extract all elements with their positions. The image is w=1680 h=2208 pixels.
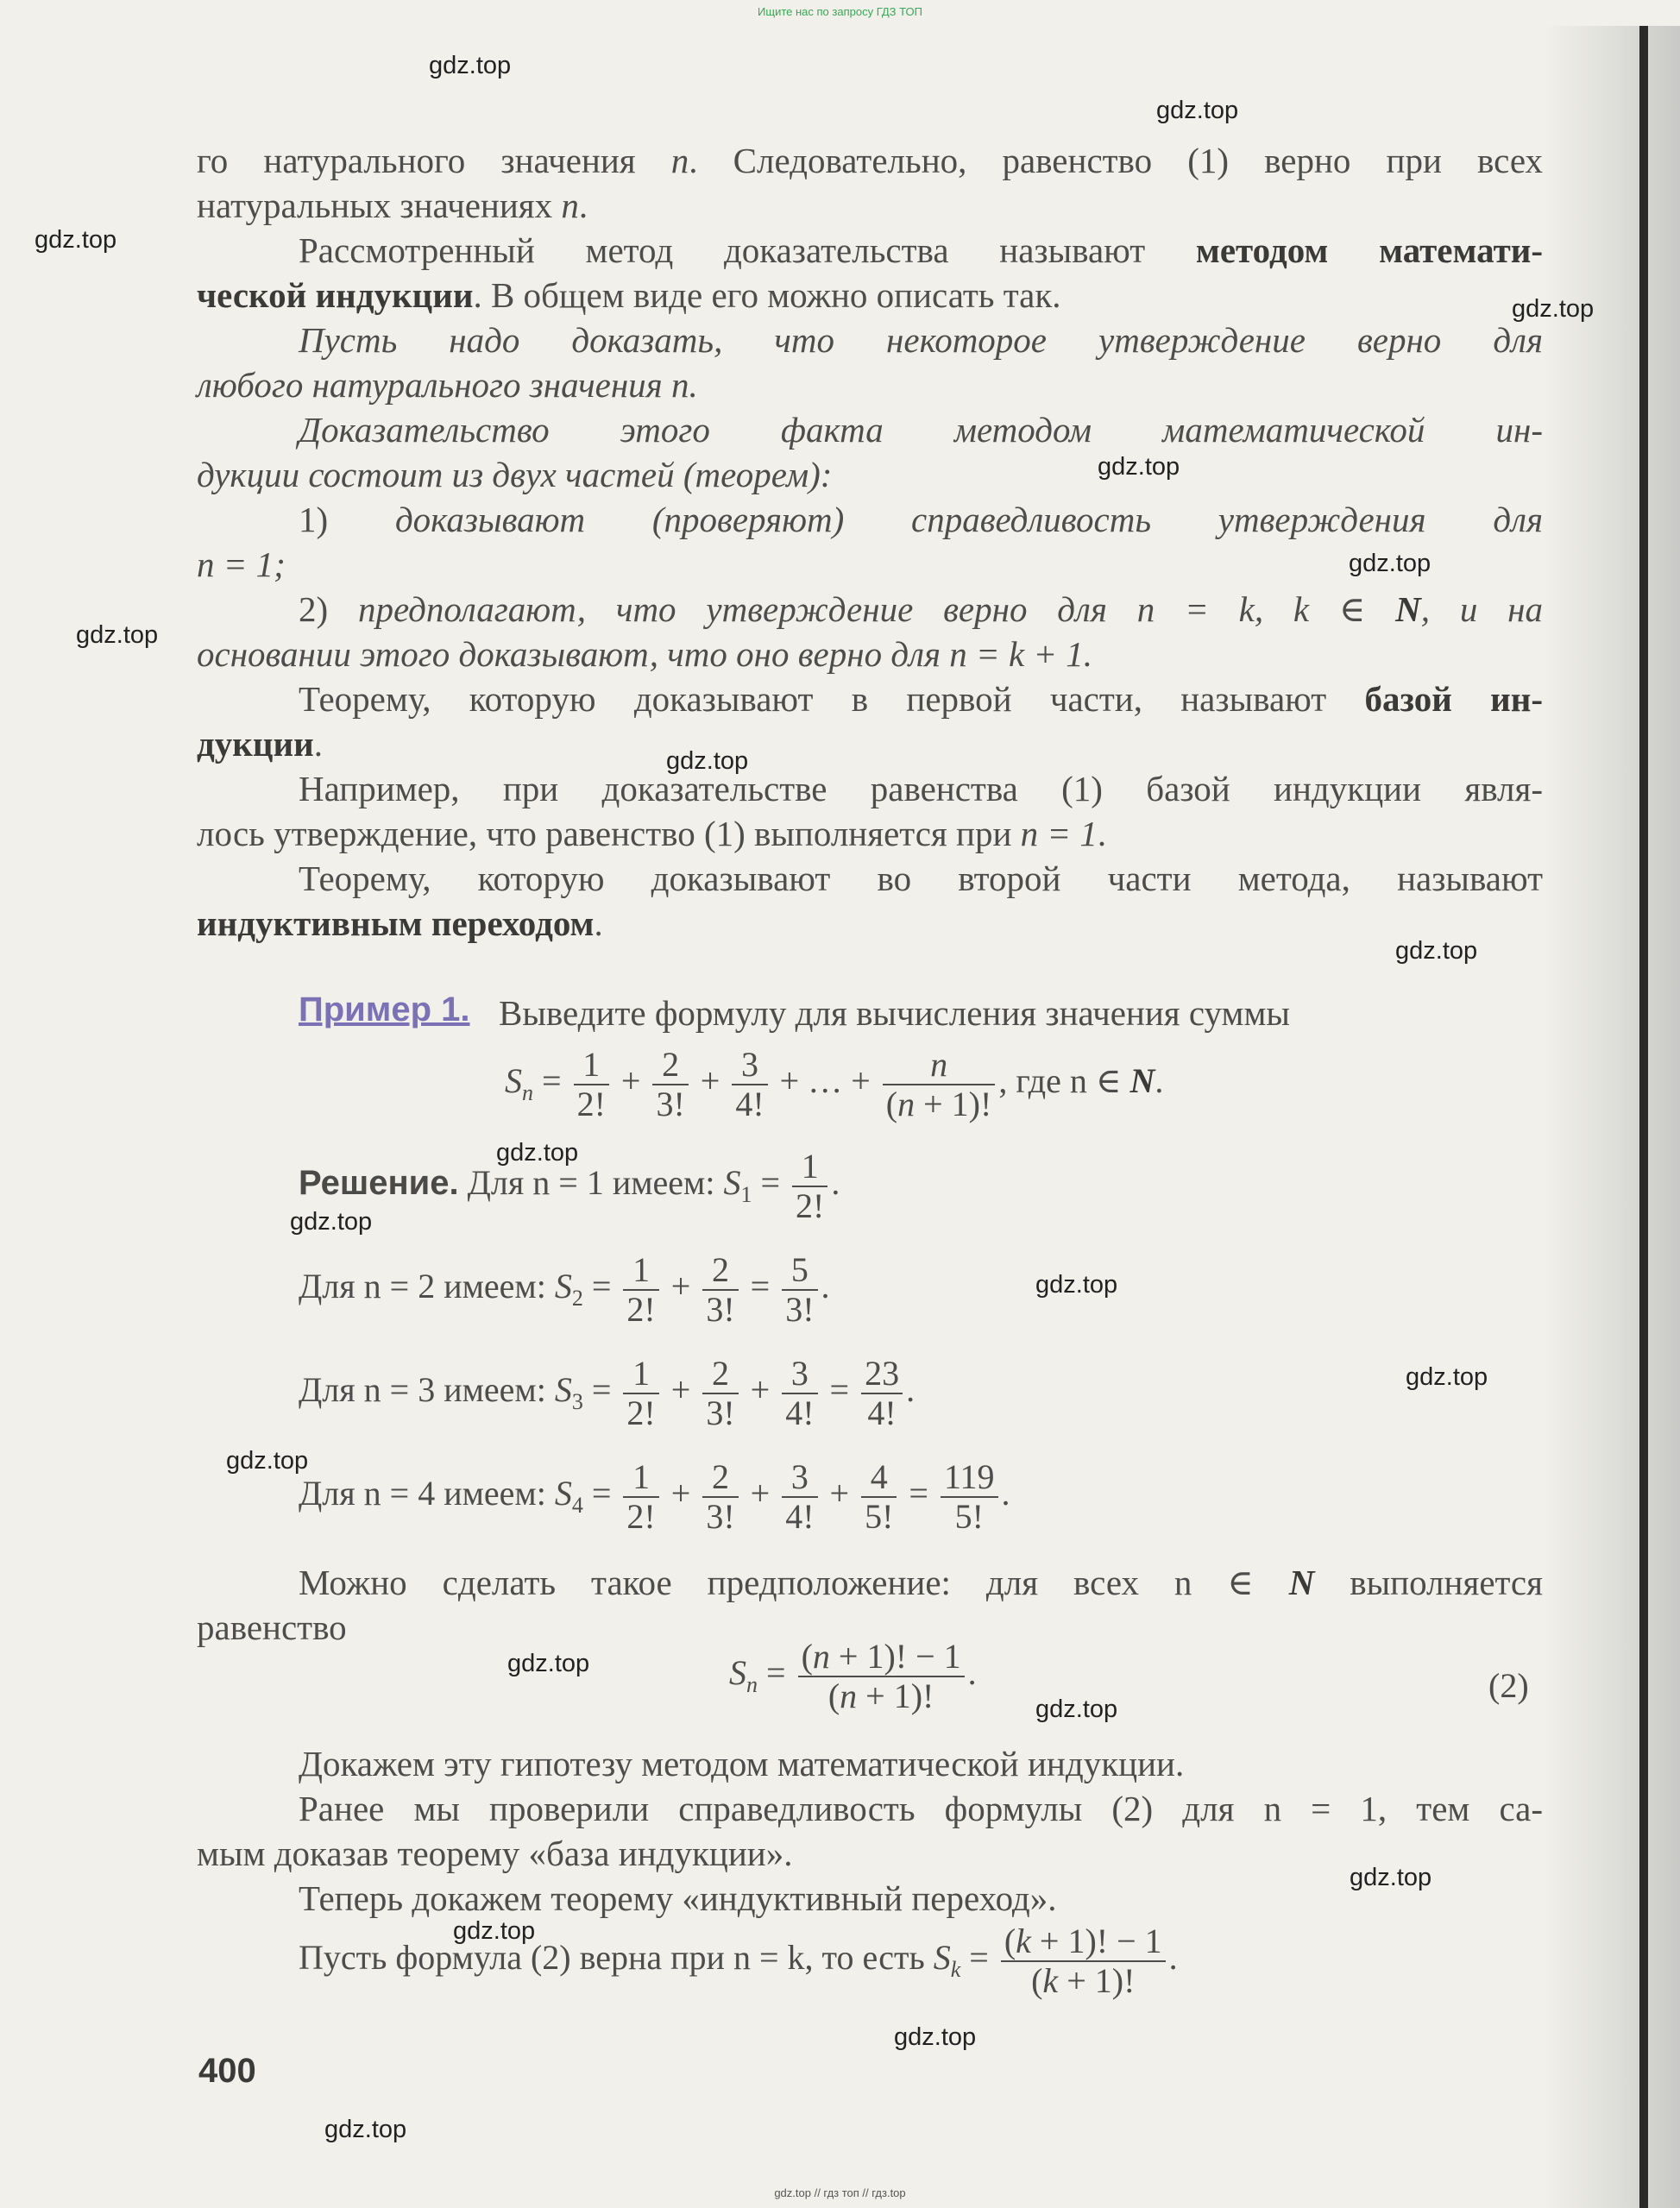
text-line: дукции. — [197, 724, 323, 764]
text-line: дукции состоит из двух частей (теорем): — [197, 455, 833, 494]
watermark: gdz.top — [1512, 295, 1595, 323]
watermark: gdz.top — [666, 747, 749, 775]
page-gutter-shadow — [1545, 26, 1680, 2208]
text-line: 1) доказывают (проверяют) справедливость утверждения для — [299, 500, 1543, 539]
text-line: Например, при доказательстве равенства (1) базой индукции явля- — [299, 769, 1543, 808]
text-line: 2) предполагают, что утверждение верно для n = k, k ∈ N, и на — [299, 589, 1544, 629]
equation-number: (2) — [1488, 1666, 1529, 1705]
text-line: ческой индукции. В общем виде его можно описать так. — [197, 275, 1061, 315]
solution-n2: Для n = 2 имеем: $S_2$ = $\frac{1}{2!}$ + $\frac{2}{3!}$ = $\frac{5}{3!}$ . — [299, 1250, 830, 1329]
text-line: мым доказав теорему «база индукции». — [197, 1834, 793, 1873]
text-line: n = 1; — [197, 544, 286, 584]
solution-n3: Для n = 3 имеем: $S_3$ = $\frac{1}{2!}$ + $\frac{2}{3!}$ + $\frac{3}{4!}$ = $\frac{23}{4!}$ . — [299, 1354, 916, 1432]
watermark: gdz.top — [1156, 97, 1239, 124]
text-line: Можно сделать такое предположение: для всех n ∈ N выполняется — [299, 1563, 1543, 1602]
example-text: Выведите формулу для вычисления значения суммы — [499, 993, 1290, 1033]
text-line: Теорему, которую доказывают во второй части метода, называют — [299, 859, 1543, 898]
text-line: основании этого доказывают, что оно верно для n = k + 1. — [197, 634, 1093, 674]
text-line: го натурального значения n. Следовательно, равенство (1) верно при всех — [197, 141, 1543, 180]
watermark: gdz.top — [1395, 937, 1478, 965]
watermark: gdz.top — [496, 1139, 579, 1167]
watermark: gdz.top — [1098, 453, 1180, 481]
text-line: равенство — [197, 1607, 347, 1647]
watermark: gdz.top — [507, 1650, 590, 1677]
text-line: индуктивным переходом. — [197, 903, 603, 943]
solution-n1: Решение. Для n = 1 имеем: $S_1$ = $\frac{1}{2!}$ . — [299, 1147, 840, 1225]
text-line: Теперь докажем теорему «индуктивный переход». — [299, 1878, 1057, 1918]
watermark: gdz.top — [429, 52, 512, 79]
text-line: Ранее мы проверили справедливость формулы (2) для n = 1, тем са- — [299, 1789, 1543, 1828]
watermark: gdz.top — [290, 1208, 373, 1236]
watermark: gdz.top — [1349, 550, 1431, 577]
text-line: Рассмотренный метод доказательства называют методом математи- — [299, 230, 1543, 270]
text-line: Доказательство этого факта методом математической ин- — [299, 410, 1543, 450]
inductive-hypothesis: Пусть формула (2) верна при n = k, то есть $S_k$ = $\frac{(k + 1)! - 1}{(k + 1)!}$ . — [299, 1922, 1178, 2000]
text-line: любого натурального значения n. — [197, 365, 698, 405]
watermark: gdz.top — [1350, 1864, 1432, 1891]
watermark: gdz.top — [453, 1917, 536, 1945]
watermark: gdz.top — [1406, 1363, 1488, 1391]
book-spine-edge — [1639, 26, 1648, 2208]
text-line: лось утверждение, что равенство (1) выполняется при n = 1. — [197, 814, 1107, 853]
text-line: Пусть надо доказать, что некоторое утверждение верно для — [299, 320, 1543, 360]
watermark: gdz.top — [1035, 1695, 1118, 1723]
page-number: 400 — [198, 2052, 256, 2090]
watermark: gdz.top — [894, 2023, 977, 2051]
example-label: Пример 1. — [299, 991, 470, 1029]
watermark: gdz.top — [324, 2116, 407, 2143]
bottom-note: gdz.top // гдз топ // гдз.top — [774, 2186, 906, 2199]
watermark: gdz.top — [35, 226, 117, 254]
watermark: gdz.top — [226, 1447, 309, 1475]
watermark: gdz.top — [1035, 1271, 1118, 1299]
formula-2: $S_n$ = $\frac{(n + 1)! - 1}{(n + 1)!}$ . — [729, 1637, 977, 1715]
text-line: натуральных значениях n. — [197, 186, 588, 225]
sum-formula: $S_n$ = $\frac{1}{2!}$ + $\frac{2}{3!}$ + $\frac{3}{4!}$ + … + $\frac{n}{(n + 1)!}$ , где n ∈ N. — [505, 1045, 1164, 1123]
text-line: Докажем эту гипотезу методом математической индукции. — [299, 1744, 1185, 1783]
watermark: gdz.top — [76, 621, 159, 649]
solution-n4: Для n = 4 имеем: $S_4$ = $\frac{1}{2!}$ + $\frac{2}{3!}$ + $\frac{3}{4!}$ + $\frac{4}{5!}$ = $\frac{119}{5!}$ . — [299, 1457, 1010, 1536]
text-line: Теорему, которую доказывают в первой части, называют базой ин- — [299, 679, 1544, 719]
top-note: Ищите нас по запросу ГДЗ ТОП — [758, 5, 922, 18]
